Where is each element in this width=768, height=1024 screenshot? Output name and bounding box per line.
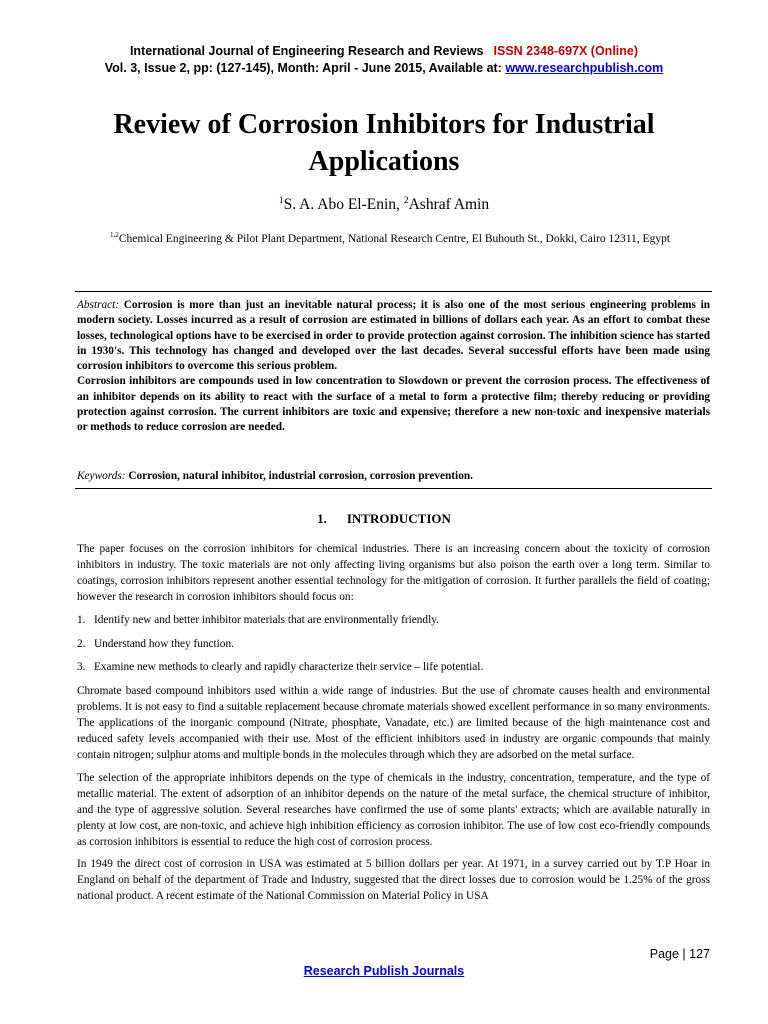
abstract-bottom-rule (75, 488, 712, 489)
body-text (77, 542, 710, 912)
body-paragraph-2: Chromate based compound inhibitors used within a wide range of industries. But the use of chromate causes health and environmental problems. It is not easy to find a suitable replacement because chromate materials showed excellent performance in so many environments. The applications of the inorganic compound (Nitrate, phosphate, Vanadate, etc.) are limited because of the high maintenance cost and reduced safety levels accompanied with their use. Most of the efficient inhibitors used in industry are organic compounds that mainly contain nitrogen; sulphur atoms and multiple bonds in the molecules through which they are adsorbed on the metal surface. (77, 685, 710, 761)
body-paragraph-1: The paper focuses on the corrosion inhibitors for chemical industries. There is an increasing concern about the toxicity of corrosion inhibitors in industry. The toxic materials are not only affecting living organisms but also poison the earth over a long term. Similar to coatings, corrosion inhibitors represent another essential technology for the mitigation of corrosion. It further parallels the field of coating; however the research in corrosion inhibitors should focus on: (77, 543, 710, 603)
paper-title: Review of Corrosion Inhibitors for Industrial Applications (113, 109, 655, 177)
abstract-label: Abstract: (77, 299, 120, 311)
footer-text[interactable]: Research Publish Journals (303, 964, 465, 978)
journal-header (0, 44, 768, 58)
abstract-paragraph-1 (77, 298, 710, 374)
footer-link[interactable] (0, 964, 768, 978)
list-text: Understand how they function. (94, 637, 234, 650)
section-title: INTRODUCTION (346, 511, 451, 526)
abstract-block (77, 298, 710, 436)
keywords-block (77, 469, 710, 484)
list-text: Examine new methods to clearly and rapidly characterize their service – life potential. (94, 661, 484, 674)
abstract-p1: Corrosion is more than just an inevitable natural process; it is also one of the most serious engineering problems in modern society. Losses incurred as a result of corrosion are estimated in billions of dollars each year. As an effort to combat these losses, technological options have to be exercised in order to provide protection against corrosion. The inhibition science has started in 1930's. This technology has changed and developed over the last decades. Several successful efforts have been made using corrosion inhibitors to overcome this serious problem. (77, 299, 711, 373)
list-text: Identify new and better inhibitor materials that are environmentally friendly. (94, 613, 439, 626)
page-number: Page | 127 (649, 947, 710, 961)
affiliation-sup: 1,2 (109, 231, 119, 240)
section-heading (0, 511, 768, 527)
authors (0, 196, 768, 214)
author1-sup: 1 (278, 194, 284, 206)
list-number: 1. (77, 613, 86, 626)
author2-name: Ashraf Amin (408, 196, 490, 213)
list-item-2 (77, 637, 710, 653)
affiliation (60, 233, 720, 245)
volume-text: Vol. 3, Issue 2, pp: (127-145), Month: April - June 2015, Available at: (104, 61, 506, 75)
list-item-3 (77, 660, 710, 676)
list-number: 3. (77, 661, 86, 674)
journal-name: International Journal of Engineering Research and Reviews (129, 44, 484, 58)
abstract-paragraph-2: Corrosion inhibitors are compounds used in low concentration to Slowdown or prevent the corrosion process. The effectiveness of an inhibitor depends on its ability to react with the surface of a metal to form a protective film; thereby reducing or providing protection against corrosion. The current inhibitors are toxic and expensive; therefore a new non-toxic and inexpensive materials or methods to reduce corrosion are needed. (77, 375, 710, 434)
section-number: 1. (317, 511, 327, 526)
author2-sup: 2 (403, 194, 409, 206)
list-number: 2. (77, 637, 86, 650)
affiliation-text: Chemical Engineering & Pilot Plant Department, National Research Centre, El Buhouth St., Dokki, Cairo 12311, Egypt (118, 233, 671, 245)
body-paragraph-4: In 1949 the direct cost of corrosion in USA was estimated at 5 billion dollars per year. At 1971, in a survey carried out by T.P Hoar in England on behalf of the department of Trade and Industry, suggested that the direct losses due to corrosion would be 1.25% of the gross national product. A recent estimate of the National Commission on Material Policy in USA (77, 858, 710, 903)
body-paragraph-3: The selection of the appropriate inhibitors depends on the type of chemicals in the industry, concentration, temperature, and the type of metallic material. The extent of adsorption of an inhibitor depends on the nature of the metal surface, the chemical structure of inhibitor, and the type of aggressive solution. Several researches have confirmed the use of some plants' extracts; which are available naturally in plenty at low cost, are non-toxic, and achieve high inhibition efficiency as corrosion inhibitor. The use of low cost eco-friendly compounds as corrosion inhibitors is essential to reduce the high cost of corrosion process. (77, 771, 710, 848)
list-item-1 (77, 613, 710, 629)
keywords-label: Keywords: (77, 470, 126, 482)
keywords-text: Corrosion, natural inhibitor, industrial corrosion, corrosion prevention. (128, 470, 473, 482)
volume-line (0, 61, 768, 75)
website-link[interactable]: www.researchpublish.com (505, 61, 664, 75)
author1-name: S. A. Abo El-Enin, (283, 196, 404, 213)
issn-label: ISSN 2348-697X (Online) (493, 44, 639, 58)
abstract-top-rule (75, 291, 712, 292)
